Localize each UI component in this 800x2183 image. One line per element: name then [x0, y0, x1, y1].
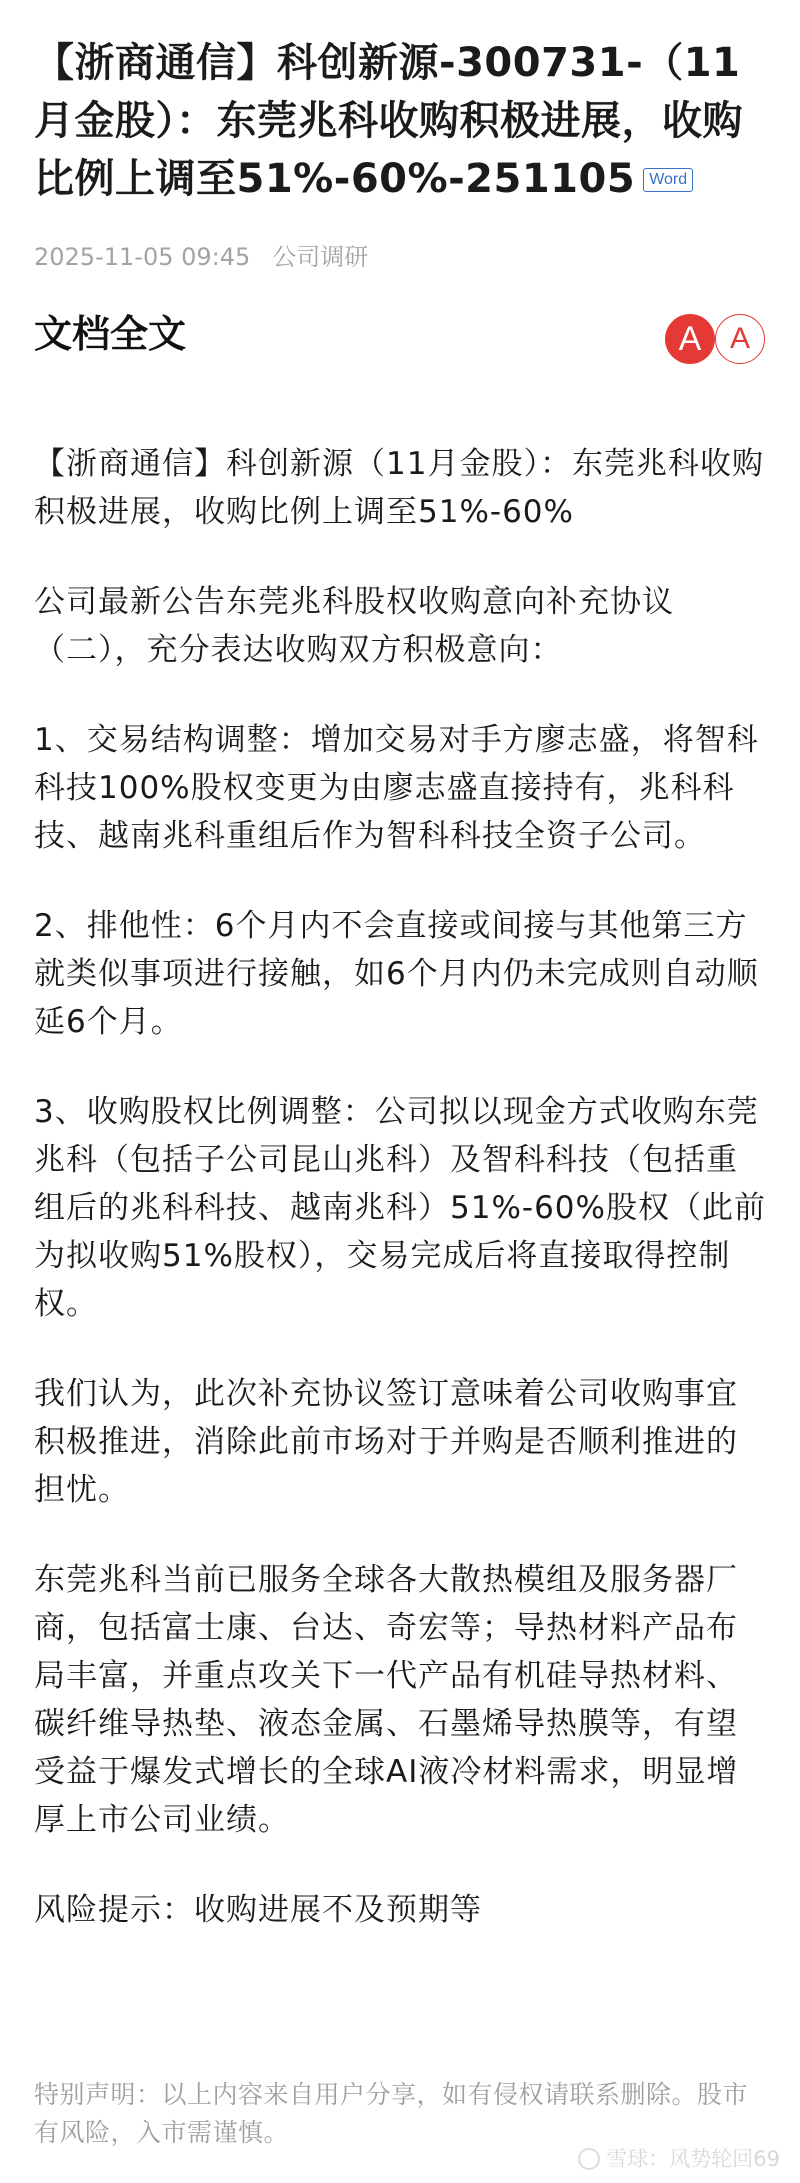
paragraph-intro: 【浙商通信】科创新源（11月金股）：东莞兆科收购积极进展，收购比例上调至51%-60% — [34, 446, 764, 530]
word-badge[interactable]: Word — [643, 168, 693, 192]
snowball-logo-icon — [578, 2148, 600, 2170]
paragraph-opinion: 我们认为，此次补充协议签订意味着公司收购事宜积极推进，消除此前市场对于并购是否顺利推进的担忧。 — [34, 1376, 738, 1508]
paragraph-point-1: 1、交易结构调整：增加交易对手方廖志盛，将智科科技100%股权变更为由廖志盛直接持有，兆科科技、越南兆科重组后作为智科科技全资子公司。 — [34, 722, 759, 854]
watermark — [578, 2145, 780, 2173]
font-size-large-button[interactable]: A — [665, 314, 715, 364]
disclaimer-text: 特别声明：以上内容来自用户分享，如有侵权请联系删除。股市有风险，入市需谨慎。 — [34, 2080, 749, 2147]
paragraph-point-2: 2、排他性：6个月内不会直接或间接与其他第三方就类似事项进行接触，如6个月内仍未完成则自动顺延6个月。 — [34, 908, 759, 1040]
watermark-text: 雪球：风势轮回69 — [606, 2147, 780, 2171]
publish-date: 2025-11-05 09:45 — [34, 243, 251, 271]
font-size-small-button[interactable]: A — [715, 314, 765, 364]
article-title-text: 【浙商通信】科创新源-300731-（11月金股）：东莞兆科收购积极进展，收购比例上调至51%-60%-251105 — [34, 40, 743, 202]
article-title — [34, 34, 764, 208]
article-meta — [34, 240, 368, 274]
paragraph-point-3: 3、收购股权比例调整：公司拟以现金方式收购东莞兆科（包括子公司昆山兆科）及智科科技（包括重组后的兆科科技、越南兆科）51%-60%股权（此前为拟收购51%股权），交易完成后将直接取得控制权。 — [34, 1094, 766, 1322]
font-size-toggle[interactable] — [665, 314, 773, 366]
paragraph-risk: 风险提示：收购进展不及预期等 — [34, 1892, 482, 1928]
section-heading: 文档全文 — [34, 312, 187, 356]
article-category[interactable]: 公司调研 — [272, 243, 369, 271]
paragraph-business: 东莞兆科当前已服务全球各大散热模组及服务器厂商，包括富士康、台达、奇宏等；导热材料产品布局丰富，并重点攻关下一代产品有机硅导热材料、碳纤维导热垫、液态金属、石墨烯导热膜等，有望受益于爆发式增长的全球AI液冷材料需求，明显增厚上市公司业绩。 — [34, 1562, 739, 1838]
article-body — [34, 440, 769, 1976]
paragraph-announcement: 公司最新公告东莞兆科股权收购意向补充协议（二），充分表达收购双方积极意向： — [34, 584, 674, 668]
